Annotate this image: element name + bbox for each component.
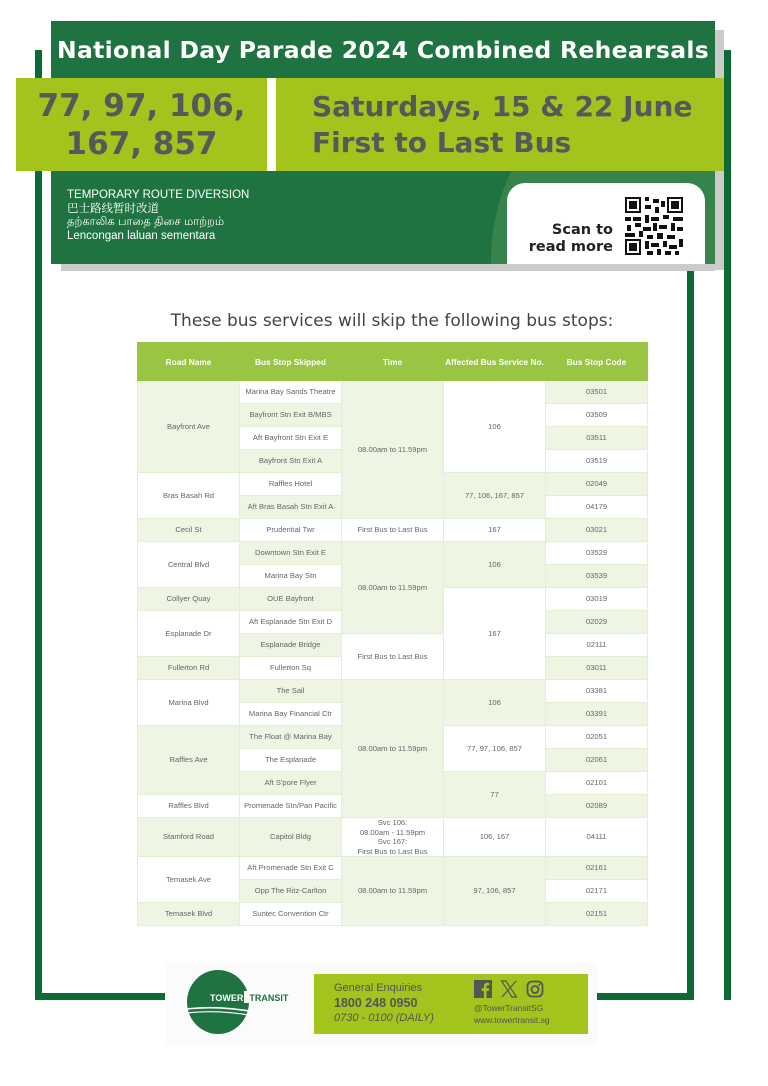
road-cell: Central Blvd — [138, 542, 240, 588]
service-cell: 106, 167 — [444, 818, 546, 857]
code-cell: 02049 — [546, 473, 648, 496]
stop-cell: The Float @ Marina Bay — [240, 726, 342, 749]
code-cell: 02029 — [546, 611, 648, 634]
service-cell: 97, 106, 857 — [444, 857, 546, 926]
enquiries-hours: 0730 - 0100 (DAILY) — [334, 1012, 434, 1024]
website-link[interactable]: www.towertransit.sg — [474, 1015, 550, 1025]
stop-cell: Raffles Hotel — [240, 473, 342, 496]
road-cell: Esplanade Dr — [138, 611, 240, 657]
code-cell: 02101 — [546, 772, 648, 795]
header-bus-stop-code: Bus Stop Code — [546, 343, 648, 381]
stop-cell: Bayfront Stn Exit A — [240, 450, 342, 473]
table-row — [138, 680, 648, 703]
stop-cell: Aft Esplanade Stn Exit D — [240, 611, 342, 634]
banner-shadow — [61, 264, 715, 271]
code-cell: 02161 — [546, 857, 648, 880]
table-row — [138, 381, 648, 404]
code-cell: 03381 — [546, 680, 648, 703]
page-title: National Day Parade 2024 Combined Rehearsals — [51, 21, 715, 78]
diversion-label-en: TEMPORARY ROUTE DIVERSION — [67, 189, 250, 201]
social-handle[interactable]: @TowerTransitSG — [474, 1003, 544, 1013]
code-cell: 03391 — [546, 703, 648, 726]
date-line-2: First to Last Bus — [312, 125, 572, 159]
stop-cell: Opp The Ritz-Carlton — [240, 880, 342, 903]
service-cell: 167 — [444, 519, 546, 542]
service-cell: 106 — [444, 680, 546, 726]
time-cell: First Bus to Last Bus — [342, 634, 444, 680]
code-cell: 03011 — [546, 657, 648, 680]
stop-cell: Marina Bay Stn — [240, 565, 342, 588]
date-box — [276, 78, 724, 171]
diversion-label-zh: 巴士路线暂时改道 — [67, 202, 159, 215]
facebook-icon[interactable] — [474, 980, 492, 998]
stop-cell: Bayfront Stn Exit B/MBS — [240, 404, 342, 427]
table-row — [138, 818, 648, 857]
stop-cell: Suntec Convention Ctr — [240, 903, 342, 926]
stop-cell: Aft Bras Basah Stn Exit A — [240, 496, 342, 519]
stop-cell: The Sail — [240, 680, 342, 703]
road-cell: Stamford Road — [138, 818, 240, 857]
code-cell: 02151 — [546, 903, 648, 926]
code-cell: 03529 — [546, 542, 648, 565]
time-cell: 08.00am to 11.59pm — [342, 542, 444, 634]
time-cell: 08.00am to 11.59pm — [342, 857, 444, 926]
qr-code-icon[interactable] — [625, 197, 683, 255]
enquiries-block — [334, 981, 434, 1025]
stop-cell: OUE Bayfront — [240, 588, 342, 611]
code-cell: 02061 — [546, 749, 648, 772]
stop-cell: Marina Bay Financial Ctr — [240, 703, 342, 726]
code-cell: 04111 — [546, 818, 648, 857]
service-cell: 77, 97, 106, 857 — [444, 726, 546, 772]
code-cell: 03021 — [546, 519, 648, 542]
enquiries-phone[interactable]: 1800 248 0950 — [334, 996, 418, 1010]
road-cell: Raffles Blvd — [138, 795, 240, 818]
contact-box — [314, 974, 588, 1034]
time-cell: 08.00am to 11.59pm — [342, 381, 444, 519]
stop-cell: Esplanade Bridge — [240, 634, 342, 657]
time-line: Svc 106: — [377, 818, 408, 827]
stop-cell: Promenade Stn/Pan Pacific — [240, 795, 342, 818]
stop-cell: Marina Bay Sands Theatre — [240, 381, 342, 404]
time-cell: 08.00am to 11.59pm — [342, 680, 444, 818]
scan-line-1: Scan to — [551, 222, 613, 238]
stop-cell: Prudential Twr — [240, 519, 342, 542]
social-icons — [474, 980, 544, 998]
routes-line-2: 167, 857 — [65, 125, 218, 162]
time-cell — [342, 818, 444, 857]
diversion-label-ms: Lencongan laluan sementara — [67, 229, 216, 242]
page-frame-right — [724, 50, 731, 1000]
code-cell: 02171 — [546, 880, 648, 903]
header-bus-stop-skipped: Bus Stop Skipped — [240, 343, 342, 381]
stop-cell: Downtown Stn Exit E — [240, 542, 342, 565]
scan-text — [529, 222, 613, 256]
time-cell: First Bus to Last Bus — [342, 519, 444, 542]
code-cell: 04179 — [546, 496, 648, 519]
time-line: Svc 167: — [377, 837, 408, 846]
road-cell: Temasek Ave — [138, 857, 240, 903]
date-line-1: Saturdays, 15 & 22 June — [312, 89, 693, 123]
scan-card[interactable] — [507, 183, 705, 264]
road-cell: Raffles Ave — [138, 726, 240, 795]
road-cell: Bras Basah Rd — [138, 473, 240, 519]
table-subtitle: These bus services will skip the following bus stops: — [170, 311, 614, 331]
service-cell: 106 — [444, 381, 546, 473]
x-icon[interactable] — [500, 980, 518, 998]
code-cell: 02051 — [546, 726, 648, 749]
instagram-icon[interactable] — [526, 980, 544, 998]
logo-wordmark — [210, 993, 288, 1003]
service-cell: 77, 106, 167, 857 — [444, 473, 546, 519]
online-contacts — [474, 1002, 550, 1026]
stop-cell: Aft Promenade Stn Exit C — [240, 857, 342, 880]
code-cell: 03019 — [546, 588, 648, 611]
code-cell: 03519 — [546, 450, 648, 473]
table-row — [138, 857, 648, 880]
skipped-stops-table — [137, 342, 648, 926]
header-time: Time — [342, 343, 444, 381]
code-cell: 02089 — [546, 795, 648, 818]
table-row — [138, 519, 648, 542]
routes-line-1: 77, 97, 106, — [37, 87, 246, 124]
road-cell: Fullerton Rd — [138, 657, 240, 680]
stop-cell: The Esplanade — [240, 749, 342, 772]
code-cell: 03539 — [546, 565, 648, 588]
logo-transit: TRANSIT — [249, 993, 289, 1003]
road-cell: Collyer Quay — [138, 588, 240, 611]
table-row — [138, 542, 648, 565]
road-cell: Bayfront Ave — [138, 381, 240, 473]
header-road-name: Road Name — [138, 343, 240, 381]
diversion-label-ta: தற்காலிக பாதை திசை மாற்றம் — [67, 216, 225, 228]
diversion-labels — [67, 189, 249, 243]
code-cell: 03511 — [546, 427, 648, 450]
service-cell: 106 — [444, 542, 546, 588]
diversion-banner — [51, 171, 715, 264]
service-cell: 167 — [444, 588, 546, 680]
scan-line-2: read more — [528, 239, 613, 255]
service-cell: 77 — [444, 772, 546, 818]
stop-cell: Aft S'pore Flyer — [240, 772, 342, 795]
enquiries-label: General Enquiries — [334, 982, 423, 994]
time-line: 08.00am - 11.59pm — [359, 827, 426, 837]
affected-routes-box — [16, 78, 267, 171]
time-line: First Bus to Last Bus — [357, 846, 428, 856]
stop-cell: Fullerton Sq — [240, 657, 342, 680]
logo-tower: TOWER — [210, 993, 244, 1003]
stop-cell: Capitol Bldg — [240, 818, 342, 857]
road-cell: Temasek Blvd — [138, 903, 240, 926]
road-cell: Cecil St — [138, 519, 240, 542]
code-cell: 03509 — [546, 404, 648, 427]
code-cell: 02111 — [546, 634, 648, 657]
stop-cell: Aft Bayfront Stn Exit E — [240, 427, 342, 450]
road-cell: Marina Blvd — [138, 680, 240, 726]
code-cell: 03501 — [546, 381, 648, 404]
header-affected-service: Affected Bus Service No. — [444, 343, 546, 381]
table-header-row — [138, 343, 648, 381]
